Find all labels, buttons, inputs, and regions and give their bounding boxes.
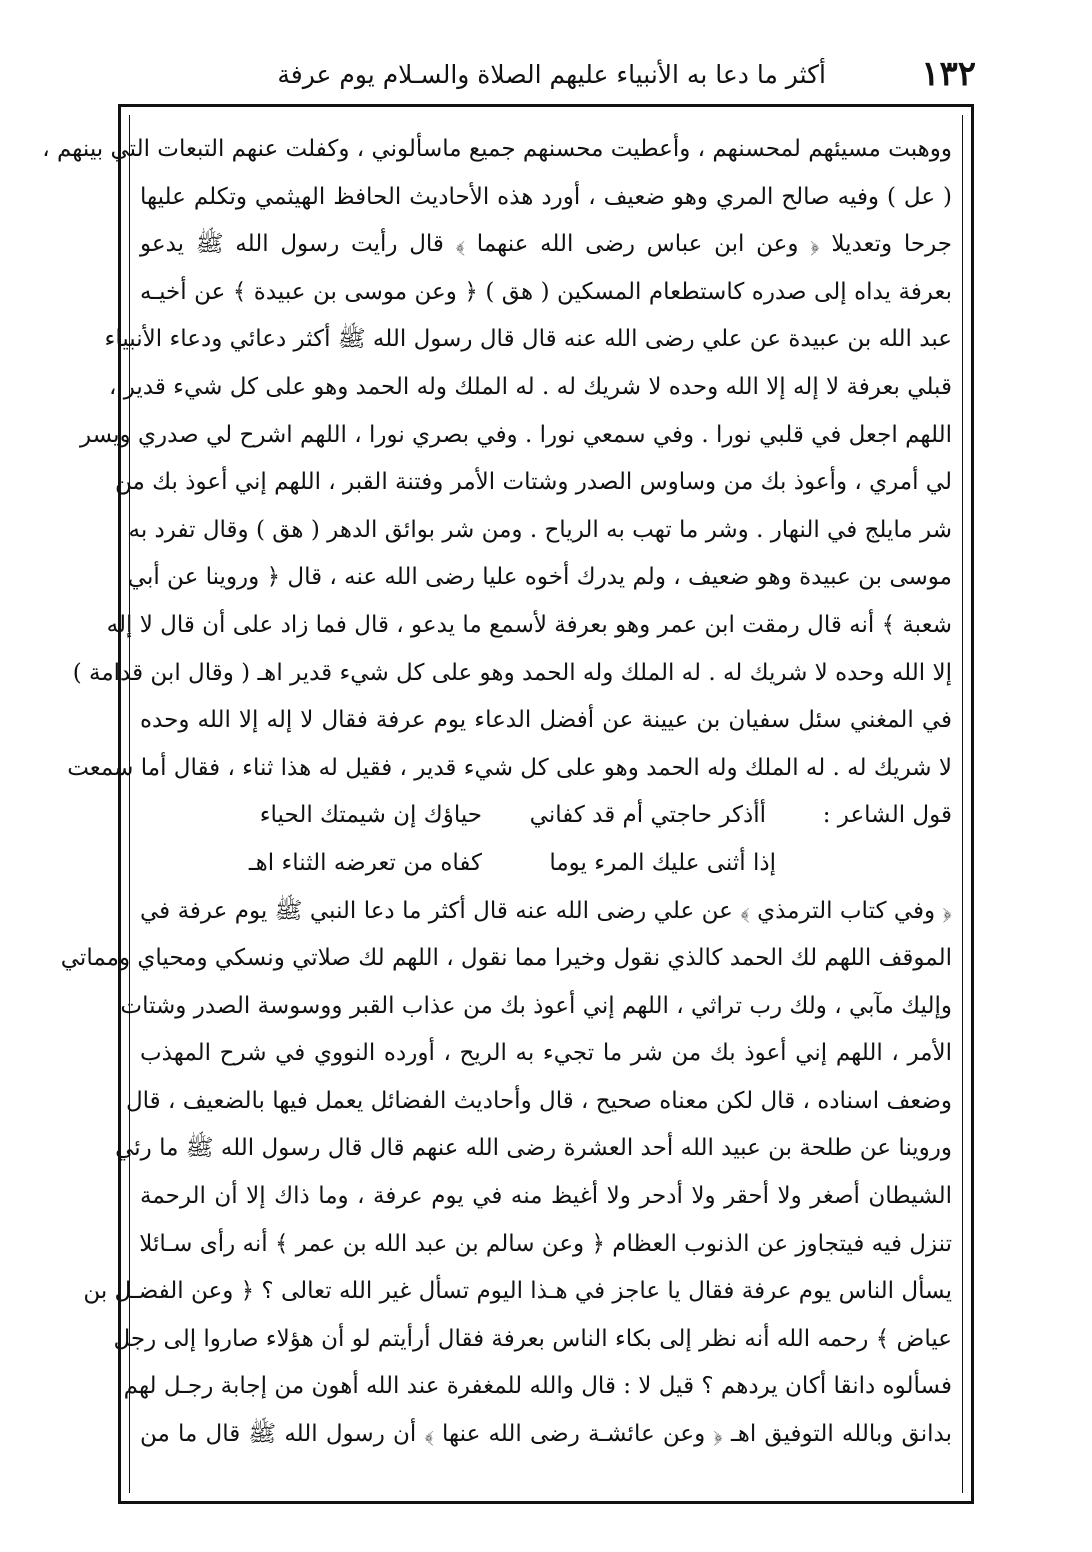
text-line: عياض ﴾ رحمه الله أنه نظر إلى بكاء الناس بعرفة فقال أرأيتم لو أن هؤلاء صاروا إلى رجل: [113, 1325, 952, 1352]
page-number: ١٣٢: [921, 54, 976, 94]
text-line: شر مايلج في النهار . وشر ما تهب به الرياح . ومن شر بوائق الدهر ( هق ) وقال تفرد به: [128, 516, 952, 543]
running-title: أكثر ما دعا به الأنبياء عليهم الصلاة والسـلام يوم عرفة: [277, 60, 826, 89]
page-header: [120, 50, 976, 104]
text-line: يسأل الناس يوم عرفة فقال يا عاجز في هـذا اليوم تسأل غير الله تعالى ؟ ﴿ وعن الفضـل بن: [83, 1278, 952, 1305]
text-line: وضعف اسناده ، قال لكن معناه صحيح ، قال وأحاديث الفضائل يعمل فيها بالضعيف ، قال: [125, 1087, 952, 1114]
verse-line-1: [140, 792, 952, 840]
verse-hemistich-1a: أأذكر حاجتي أم قد كفاني: [529, 802, 766, 829]
text-line: ﴿ وفي كتاب الترمذي ﴾ عن علي رضى الله عنه قال أكثر ما دعا النبي ﷺ يوم عرفة في: [140, 897, 952, 924]
verse-intro: قول الشاعر :: [822, 802, 952, 829]
text-line: في المغني سئل سفيان بن عيينة عن أفضل الدعاء يوم عرفة فقال لا إله إلا الله وحده: [140, 707, 952, 734]
text-line: الشيطان أصغر ولا أحقر ولا أدحر ولا أغيظ منه في يوم عرفة ، وما ذاك إلا أن الرحمة: [140, 1183, 952, 1210]
text-line: ( عل ) وفيه صالح المري وهو ضعيف ، أورد هذه الأحاديث الحافظ الهيثمي وتكلم عليها: [140, 183, 952, 210]
text-line: موسى بن عبيدة وهو ضعيف ، ولم يدرك أخوه عليا رضى الله عنه ، قال ﴿ وروينا عن أبي: [127, 564, 952, 591]
text-line: عبد الله بن عبيدة عن علي رضى الله عنه قال قال رسول الله ﷺ أكثر دعائي ودعاء الأنبياء: [104, 326, 952, 353]
text-line: الموقف اللهم لك الحمد كالذي نقول وخيرا مما نقول ، اللهم لك صلاتي ونسكي ومحياي ومماتي: [60, 945, 952, 972]
text-line: بعرفة يداه إلى صدره كاستطعام المسكين ( هق ) ﴿ وعن موسى بن عبيدة ﴾ عن أخيـه: [140, 278, 952, 305]
text-line: ووهبت مسيئهم لمحسنهم ، وأعطيت محسنهم جميع ماسألوني ، وكفلت عنهم التبعات التي بينهم ،: [42, 136, 952, 162]
verse-line-2: [140, 840, 952, 888]
text-line: فسألوه دانقا أكان يردهم ؟ قيل لا : قال والله للمغفرة عند الله أهون من إجابة رجـل لهم: [123, 1373, 952, 1400]
text-line: وروينا عن طلحة بن عبيد الله أحد العشرة رضى الله عنهم قال قال رسول الله ﷺ ما رئي: [115, 1135, 952, 1162]
text-line: الأمر ، اللهم إني أعوذ بك من شر ما تجيء به الريح ، أورده النووي في شرح المهذب: [140, 1040, 952, 1067]
text-line: جرحا وتعديلا ﴿ وعن ابن عباس رضى الله عنهما ﴾ قال رأيت رسول الله ﷺ يدعو: [140, 231, 952, 258]
text-line: لا شريك له . له الملك وله الحمد وهو على كل شيء قدير ، فقيل له هذا ثناء ، فقال أما سمعت: [67, 754, 952, 781]
verse-hemistich-2a: إذا أثنى عليك المرء يوما: [549, 849, 776, 876]
text-line: وإليك مآبي ، ولك رب تراثي ، اللهم إني أعوذ بك من عذاب القبر ووسوسة الصدر وشتات: [120, 992, 952, 1019]
text-line: تنزل فيه فيتجاوز عن الذنوب العظام ﴿ وعن سالم بن عبد الله بن عمر ﴾ أنه رأى سـائلا: [139, 1230, 952, 1257]
text-line: شعبة ﴾ أنه قال رمقت ابن عمر وهو بعرفة لأسمع ما يدعو ، قال فما زاد على أن قال لا إله: [106, 611, 952, 638]
body-text: [42, 126, 952, 1459]
text-line: اللهم اجعل في قلبي نورا . وفي سمعي نورا . وفي بصري نورا ، اللهم اشرح لي صدري ويسر: [79, 421, 952, 448]
text-line: لي أمري ، وأعوذ بك من وساوس الصدر وشتات الأمر وفتنة القبر ، اللهم إني أعوذ بك من: [115, 469, 952, 496]
text-line: إلا الله وحده لا شريك له . له الملك وله الحمد وهو على كل شيء قدير اهـ ( وقال ابن قدامة ): [72, 659, 952, 686]
verse-hemistich-1b: حياؤك إن شيمتك الحياء: [259, 802, 482, 829]
verse-hemistich-2b: كفاه من تعرضه الثناء اهـ: [248, 849, 482, 876]
text-line: قبلي بعرفة لا إله إلا الله وحده لا شريك له . له الملك وله الحمد وهو على كل شيء قدير ،: [108, 373, 952, 400]
text-line: بدانق وبالله التوفيق اهـ ﴿ وعن عائشـة رضى الله عنها ﴾ أن رسول الله ﷺ قال ما من: [140, 1421, 952, 1448]
